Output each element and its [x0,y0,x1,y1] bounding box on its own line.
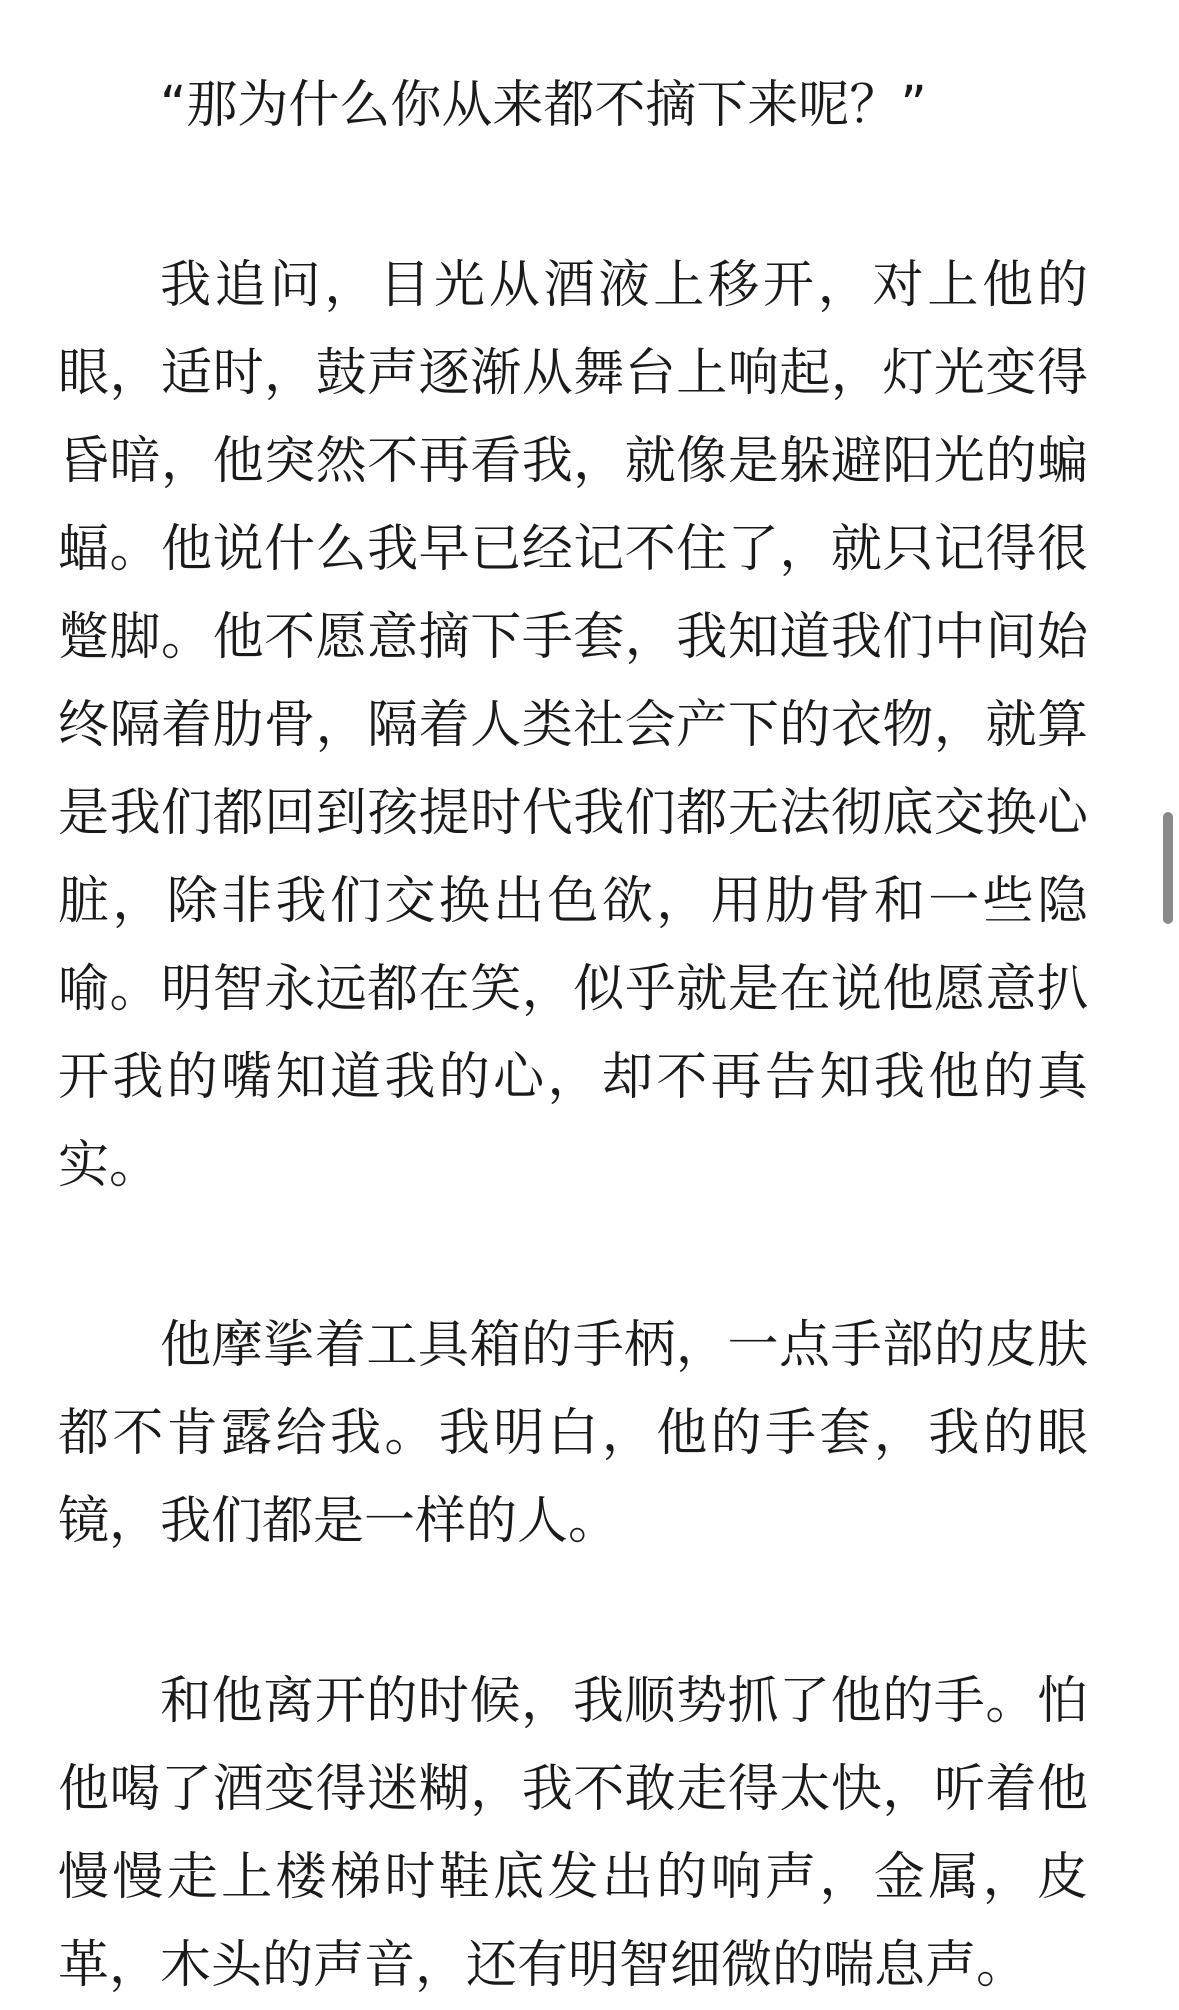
paragraph-4: 和他离开的时候，我顺势抓了他的手。怕他喝了酒变得迷糊，我不敢走得太快，听着他慢慢走上楼梯时鞋底发出的响声，金属，皮革，木头的声音，还有明智细微的喘息声。 [58,1672,1088,1995]
paragraph-spacer [58,1210,1088,1302]
paragraph-1: “那为什么你从来都不摘下来呢？” [160,76,927,135]
paragraph-spacer [58,150,1088,242]
paragraph-2: 我追问，目光从酒液上移开，对上他的眼，适时，鼓声逐渐从舞台上响起，灯光变得昏暗，他突然不再看我，就像是躲避阳光的蝙蝠。他说什么我早已经记不住了，就只记得很蹩脚。他不愿意摘下手套，我知道我们中间始终隔着肋骨，隔着人类社会产下的衣物，就算是我们都回到孩提时代我们都无法彻底交换心脏，除非我们交换出色欲，用肋骨和一些隐喻。明智永远都在笑，似乎就是在说他愿意扒开我的嘴知道我的心，却不再告知我他的真实。 [58,256,1088,1195]
scrollbar-thumb[interactable] [1163,812,1173,924]
scrollbar[interactable] [1151,0,1179,2007]
paragraph-spacer [58,1566,1088,1658]
paragraph-3: 他摩挲着工具箱的手柄，一点手部的皮肤都不肯露给我。我明白，他的手套，我的眼镜，我们都是一样的人。 [58,1316,1088,1551]
article-body [58,62,1088,2010]
